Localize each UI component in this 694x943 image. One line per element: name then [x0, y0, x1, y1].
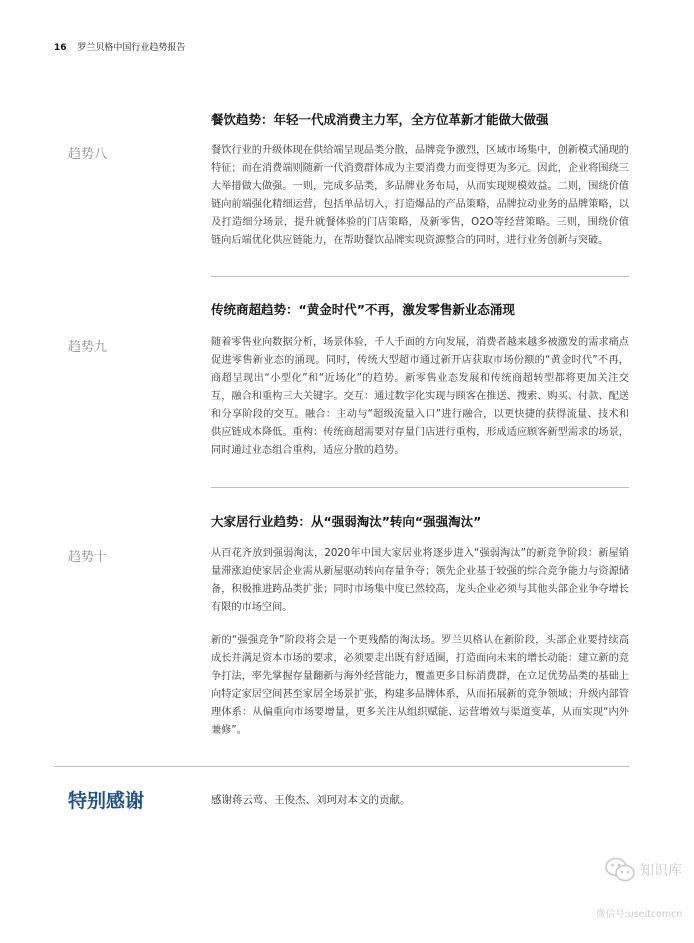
section-divider	[211, 276, 629, 277]
section-divider	[211, 487, 629, 488]
wechat-icon	[604, 856, 636, 888]
section-paragraph-home-furnishing-2: 新的“强强竞争”阶段将会是一个更残酷的淘汰场。罗兰贝格认在新阶段，头部企业要持续高成长并满足资本市场的要求，必须要走出既有舒适圈，打造面向未来的增长动能：建立新的竞争打法，率先掌握存量翻新与海外经营能力，覆盖更多目标消费群，在立足优势品类的基础上向特定家居空间甚至家居全场景扩张，构建多品牌体系，从而拓展新的竞争领域；升级内部管理体系：从偏重向市场要增量，更多关注从组织赋能、运营增效与渠道变革，从而实现“内外兼修”。	[211, 635, 629, 736]
section-paragraph-catering: 餐饮行业的升级体现在供给端呈现品类分散，品牌竞争激烈，区域市场集中，创新模式涌现的特征；而在消费端则随新一代消费群体成为主要消费力而变得更为多元。因此，企业将围绕三大举措做大做强。一则，完成多品类，多品牌业务布局，从而实现规模效益。二则，围绕价值链向前端强化精细运营，包括单品切入，打造爆品的产品策略，品牌拉动业务的品牌策略，以及打造细分场景，提升就餐体验的门店策略，及新零售，O2O等经营策略。三则，围绕价值链向后端优化供应链能力，在帮助餐饮品牌实现资源整合的同时，进行业务创新与突破。	[211, 145, 629, 246]
thanks-text: 感谢蒋云莺、王俊杰、刘珂对本文的贡献。	[211, 794, 411, 806]
thanks-title: 特别感谢	[68, 790, 145, 812]
trend-label-8: 趋势八	[68, 147, 108, 162]
section-title-supermarket: 传统商超趋势：“黄金时代”不再，激发零售新业态涌现	[211, 302, 515, 317]
thanks-divider	[54, 766, 629, 767]
trend-label-9: 趋势九	[68, 340, 108, 355]
page-number: 16	[54, 43, 67, 53]
section-title-catering: 餐饮趋势：年轻一代成消费主力军，全方位革新才能做大做强	[211, 112, 549, 127]
watermark-brand: 知识库	[640, 863, 682, 879]
watermark-subtitle: 微信号:useitcomcn	[596, 909, 683, 920]
report-title: 罗兰贝格中国行业趋势报告	[77, 43, 186, 53]
page-header	[54, 40, 185, 53]
watermark	[596, 852, 690, 922]
section-paragraph-home-furnishing-1: 从百花齐放到强弱淘汰，2020年中国大家居业将逐步进入“强弱淘汰”的新竞争阶段：新屋销量滞涨迫使家居企业需从新屋驱动转向存量争夺；领先企业基于较强的综合竞争能力与资源储备，积极推进跨品类扩张；同时市场集中度已然较高，龙头企业必须与其他头部企业争夺增长有限的市场空间。	[211, 548, 629, 613]
section-title-home-furnishing: 大家居行业趋势：从“强弱淘汰”转向“强强淘汰”	[211, 514, 482, 529]
trend-label-10: 趋势十	[68, 550, 108, 565]
section-paragraph-supermarket: 随着零售业向数据分析，场景体验，千人千面的方向发展，消费者越来越多被激发的需求痛点促进零售新业态的涌现。同时，传统大型超市通过新开店获取市场份额的“黄金时代”不再，商超呈现出“小型化”和“近场化”的趋势。新零售业态发展和传统商超转型都将更加关注交互，融合和重构三大关键字。交互：通过数字化实现与顾客在推送、搜索、购买、付款、配送和分享阶段的交互。融合：主动与“超级流量入口”进行融合，以更快捷的获得流量、技术和供应链成本降低。重构：传统商超需要对存量门店进行重构，形成适应顾客新型需求的场景，同时通过业态组合重构，适应分散的趋势。	[211, 337, 629, 456]
